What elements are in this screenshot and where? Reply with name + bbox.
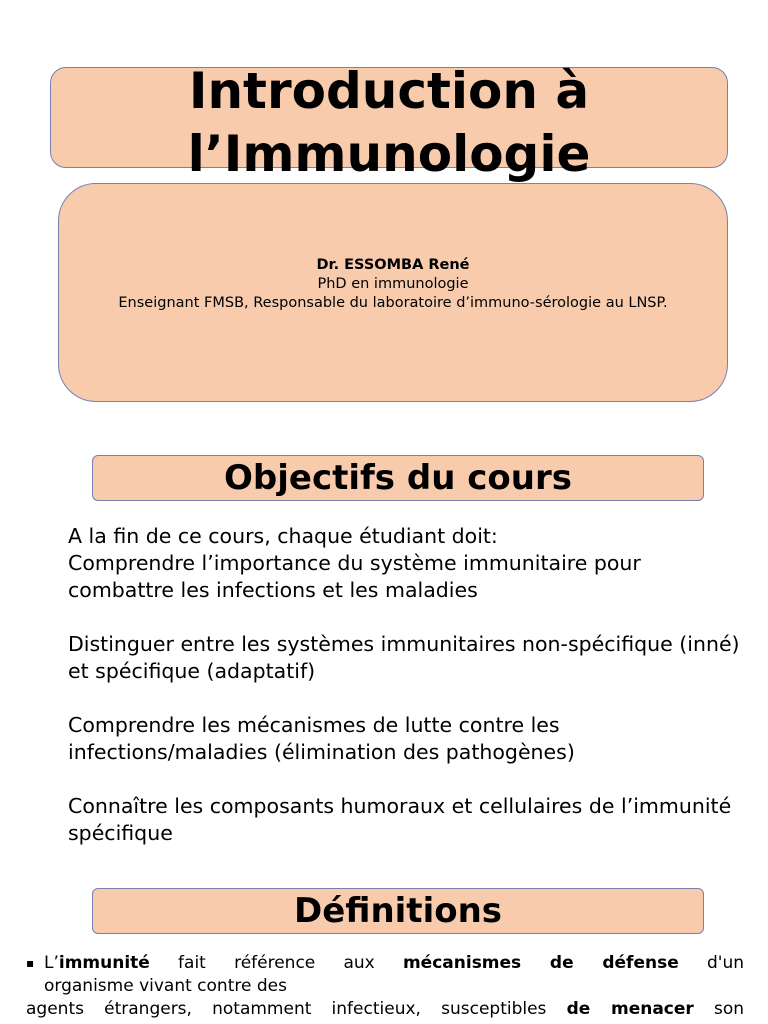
author-position: Enseignant FMSB, Responsable du laboratoire d’immuno-sérologie au LNSP. (118, 295, 668, 311)
objectives-list (68, 523, 748, 874)
term-immunite: immunité (58, 953, 150, 973)
term-mecanismes: mécanismes de défense (402, 953, 679, 973)
objective-item: Connaître les composants humoraux et cellulaires de l’immunité spécifique (68, 794, 732, 845)
author-name: Dr. ESSOMBA René (316, 257, 470, 273)
term-menacer: de menacer (566, 999, 694, 1019)
definition-line-2: organisme vivant contre des (44, 976, 287, 996)
title-box (50, 62, 728, 183)
definition-paragraph (26, 952, 744, 1021)
objective-item: Comprendre l’importance du système immunitaire pour combattre les infections et les maladies (68, 551, 641, 602)
page-title: Introduction à l’Immunologie (187, 62, 591, 183)
author-degree: PhD en immunologie (317, 276, 469, 292)
objective-item: Distinguer entre les systèmes immunitaires non-spécifique (inné) et spécifique (adaptatif) (68, 632, 740, 683)
objective-item: Comprendre les mécanismes de lutte contre les infections/maladies (élimination des pathogènes) (68, 713, 575, 764)
objectives-heading: Objectifs du cours (92, 455, 704, 501)
author-box (58, 183, 728, 402)
definitions-heading: Définitions (92, 888, 704, 934)
objectives-intro: A la fin de ce cours, chaque étudiant doit: (68, 524, 498, 548)
definition-line-3: agents étrangers, notamment infectieux, susceptibles de menacer son (26, 999, 745, 1019)
definition-line-1: L’immunité fait référence aux mécanismes de défense d'un (44, 953, 744, 973)
bullet-icon: ▪ (26, 956, 35, 970)
